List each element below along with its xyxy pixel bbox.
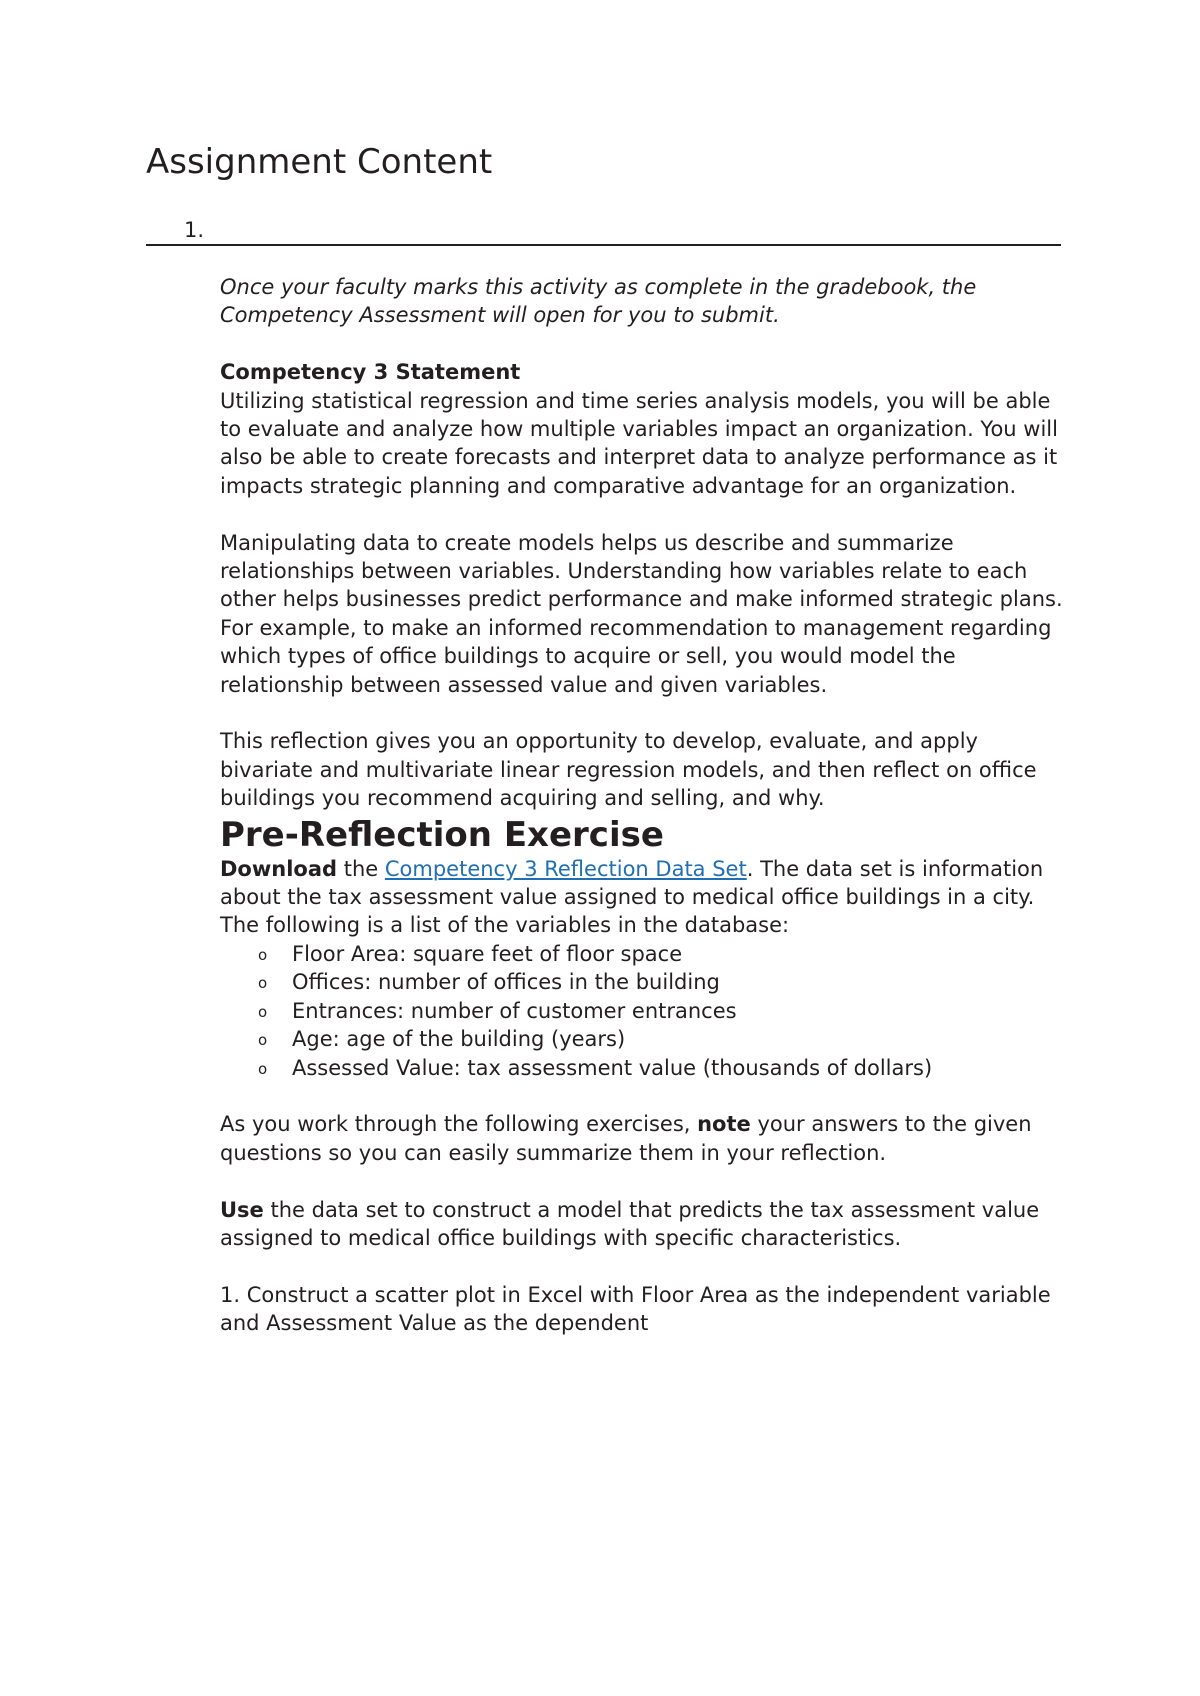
- spacer: [220, 500, 1070, 528]
- use-text-post: the data set to construct a model that predicts the tax assessment value assigned to medical office buildings with specific characteristics.: [220, 1197, 1040, 1250]
- note-text-post: your answers to the given questions so you can easily summarize them in your reflection.: [220, 1112, 1032, 1165]
- step-1-paragraph: 1. Construct a scatter plot in Excel with Floor Area as the independent variable and Assessment Value as the dependent: [220, 1282, 1051, 1336]
- divider: [146, 244, 1061, 246]
- list-item: [258, 940, 1070, 968]
- list-item: [258, 968, 1070, 996]
- download-text-pre: the: [337, 856, 385, 881]
- list-item: [258, 1054, 1070, 1082]
- competency-heading: Competency 3 Statement: [220, 360, 521, 385]
- spacer: [220, 1167, 1070, 1195]
- note-label: note: [697, 1112, 751, 1137]
- download-text-post: . The data set is information about the tax assessment value assigned to medical office buildings in a city. The following is a list of the variables in the database:: [220, 856, 1044, 938]
- variable-text: Offices: number of offices in the building: [292, 970, 720, 995]
- bullet-icon: o: [258, 945, 268, 964]
- variable-text: Floor Area: square feet of floor space: [292, 941, 683, 966]
- bullet-icon: o: [258, 974, 268, 993]
- spacer: [220, 1082, 1070, 1110]
- note-text-pre: As you work through the following exercises,: [220, 1112, 698, 1137]
- bullet-icon: o: [258, 1002, 268, 1021]
- reflection-paragraph: This reflection gives you an opportunity to develop, evaluate, and apply bivariate and multivariate linear regression models, and then reflect on office buildings you recommend acquiring and selling, and why.: [220, 729, 1037, 811]
- bullet-icon: o: [258, 1031, 268, 1050]
- variable-text: Entrances: number of customer entrances: [292, 998, 737, 1023]
- spacer: [220, 330, 1070, 358]
- bullet-icon: o: [258, 1059, 268, 1078]
- note-paragraph: [220, 1110, 1070, 1167]
- list-item: [258, 1025, 1070, 1053]
- page-title: Assignment Content: [146, 142, 493, 182]
- variable-text: Assessed Value: tax assessment value (thousands of dollars): [292, 1055, 933, 1080]
- use-paragraph: [220, 1196, 1070, 1253]
- spacer: [220, 1252, 1070, 1280]
- variable-list: [220, 940, 1070, 1082]
- download-label: Download: [220, 856, 338, 881]
- use-label: Use: [220, 1197, 264, 1222]
- intro-note: Once your faculty marks this activity as complete in the gradebook, the Competency Assessment will open for you to submit.: [220, 275, 977, 328]
- assignment-content: [220, 273, 1070, 1338]
- competency-statement: Utilizing statistical regression and time series analysis models, you will be able to evaluate and analyze how multiple variables impact an organization. You will also be able to create forecasts and interpret data to analyze performance as it impacts strategic planning and comparative advantage for an organization.: [220, 388, 1058, 498]
- variable-text: Age: age of the building (years): [292, 1027, 626, 1052]
- list-item: [258, 997, 1070, 1025]
- data-set-link[interactable]: Competency 3 Reflection Data Set: [384, 856, 747, 881]
- pre-reflection-heading: Pre-Reflection Exercise: [220, 814, 664, 855]
- spacer: [220, 699, 1070, 727]
- manipulating-paragraph: Manipulating data to create models helps us describe and summarize relationships between variables. Understanding how variables relate to each other helps businesses predict performance and make informed strategic plans. For example, to make an informed recommendation to management regarding which types of office buildings to acquire or sell, you would model the relationship between assessed value and given variables.: [220, 530, 1063, 697]
- download-paragraph: [220, 855, 1070, 940]
- list-number: 1.: [184, 218, 205, 242]
